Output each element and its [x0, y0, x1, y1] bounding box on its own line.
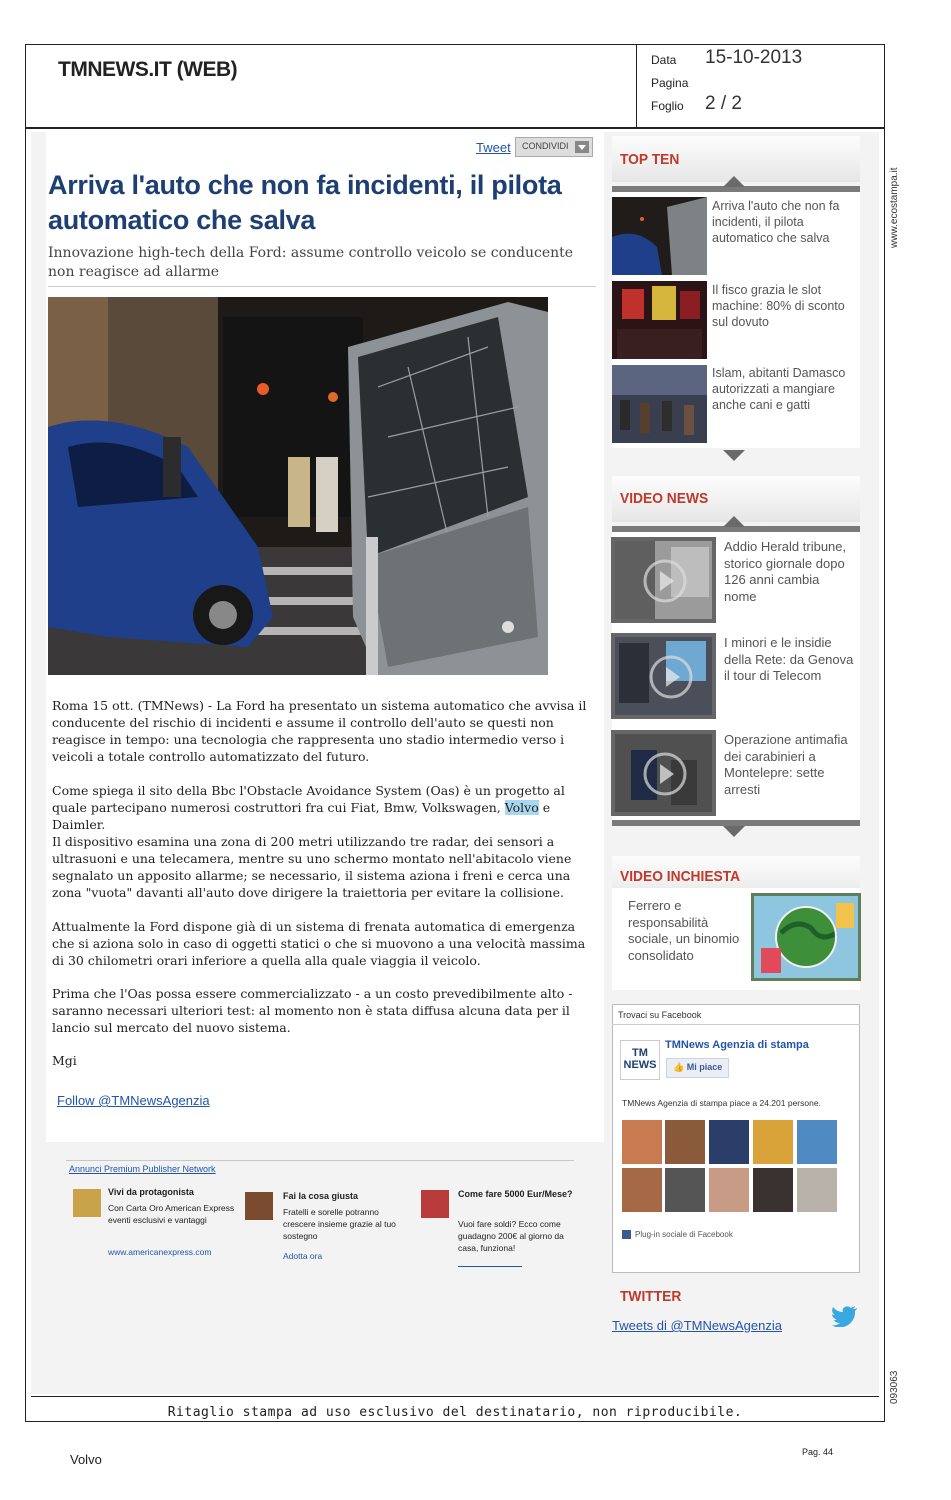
twitter-bird-icon[interactable] [832, 1305, 858, 1332]
video-thumb-3[interactable] [611, 730, 716, 816]
ad-3-image[interactable] [421, 1190, 449, 1218]
paragraph-4: Attualmente la Ford dispone già di un sistema di frenata automatica di emergenza che si aziona solo in caso di oggetti statici o che si muovono a una velocità massima di 30 chilometri orari inferiore a quella alla quale viaggia il veicolo. [52, 919, 586, 968]
reproduction-notice: Ritaglio stampa ad uso esclusivo del destinatario, non riproducibile. [167, 1405, 743, 1420]
paragraph-2-end: e Daimler. [52, 800, 551, 832]
source-name: TMNEWS.IT (WEB) [58, 58, 238, 81]
highlighted-keyword: Volvo [504, 800, 539, 815]
paragraph-2 [52, 782, 600, 833]
ad-1-body: Con Carta Oro American Express eventi esclusivi e vantaggi [108, 1203, 235, 1225]
share-button[interactable] [515, 137, 593, 157]
like-label: Mi piace [686, 1062, 723, 1072]
fan-avatar[interactable] [797, 1120, 837, 1164]
paragraph-5: Prima che l'Oas possa essere commercializzato - a un costo prevedibilmente alto - saranno necessari ulteriori test: al momento non è stata diffusa alcuna data per il lancio sul mercato del nuovo sistema. [52, 986, 573, 1035]
top-ten-heading: TOP TEN [620, 151, 680, 168]
paragraph-3: Il dispositivo esamina una zona di 200 metri utilizzando tre radar, dei sensori a ultrasuoni e una telecamera, mentre su uno schermo montato nell'abitacolo viene segnalato un apposito allarme; se necessario, il sistema aziona i freni e cerca una zona "vuota" davanti all'auto dove dirigere la traiettoria per evitare la collisione. [52, 834, 572, 900]
video-inchiesta-heading: VIDEO INCHIESTA [620, 868, 741, 885]
scroll-down-icon[interactable] [723, 826, 745, 837]
top-ten-thumb-3[interactable] [612, 365, 707, 443]
video-thumb-1[interactable] [611, 537, 716, 623]
divider [48, 286, 596, 287]
article-photo [48, 297, 548, 675]
ad-2-title[interactable]: Fai la cosa giusta [283, 1191, 359, 1201]
article-subtitle: Innovazione high-tech della Ford: assume controllo veicolo se conducente non reagisce ad allarme [48, 245, 574, 280]
fan-avatar[interactable] [709, 1120, 749, 1164]
scroll-down-icon[interactable] [723, 450, 745, 461]
scroll-up-icon[interactable] [723, 176, 745, 187]
video-thumb-2[interactable] [611, 633, 716, 719]
video-inchiesta-thumb[interactable] [751, 893, 861, 981]
facebook-page-name[interactable]: TMNews Agenzia di stampa [665, 1039, 809, 1051]
fan-avatar[interactable] [622, 1120, 662, 1164]
article-title: Arriva l'auto che non fa incidenti, il pilota automatico che salva [48, 170, 562, 235]
ad-3-title[interactable]: Come fare 5000 Eur/Mese? [458, 1189, 573, 1199]
top-ten-item-1[interactable]: Arriva l'auto che non fa incidenti, il pilota automatico che salva [712, 199, 840, 245]
pagina-label: Pagina [651, 76, 689, 90]
fan-avatar[interactable] [665, 1168, 705, 1212]
footer-page-number: Pag. 44 [802, 1447, 834, 1457]
top-ten-item-3[interactable]: Islam, abitanti Damasco autorizzati a mangiare anche cani e gatti [712, 366, 846, 412]
paragraph-1: Roma 15 ott. (TMNews) - La Ford ha presentato un sistema automatico che avvisa il conducente del rischio di incidenti e assume il controllo dell'auto se questi non reagisce in tempo: una tecnologia che rappresenta uno stadio intermedio verso i veicoli a totale controllo automatizzato del futuro. [52, 698, 587, 764]
video-news-item-1[interactable]: Addio Herald tribune, storico giornale dopo 126 anni cambia nome [724, 539, 847, 604]
data-label: Data [651, 53, 677, 67]
tweet-link[interactable]: Tweet [476, 140, 511, 155]
ad-3-body: Vuoi fare soldi? Ecco come guadagno 200€ al giorno da casa, funziona! [458, 1219, 564, 1253]
foglio-label: Foglio [651, 99, 684, 113]
paragraph-2-start: Come spiega il sito della Bbc l'Obstacle Avoidance System (Oas) è un progetto al quale partecipano numerosi costruttori fra cui Fiat, Bmw, Volkswagen, [52, 783, 565, 815]
facebook-divider [612, 1024, 860, 1025]
top-ten-thumb-1[interactable] [612, 197, 707, 275]
ad-1-image[interactable] [73, 1189, 101, 1217]
follow-twitter-link[interactable]: Follow @TMNewsAgenzia [57, 1093, 210, 1108]
dropdown-icon [575, 141, 589, 153]
top-ten-item-2[interactable]: Il fisco grazia le slot machine: 80% di sconto sul dovuto [712, 283, 845, 329]
top-ten-thumb-2[interactable] [612, 281, 707, 359]
fan-avatar[interactable] [753, 1168, 793, 1212]
twitter-link[interactable]: Tweets di @TMNewsAgenzia [612, 1318, 782, 1333]
footer-rule [31, 1396, 879, 1397]
foglio-value: 2 / 2 [705, 93, 742, 114]
share-label: CONDIVIDI [522, 141, 569, 151]
fan-avatar[interactable] [753, 1120, 793, 1164]
ad-network-header[interactable]: Annunci Premium Publisher Network [69, 1164, 216, 1174]
ad-divider [66, 1160, 574, 1161]
side-code-text: 093063 [889, 1370, 900, 1404]
signature: Mgi [52, 1053, 77, 1068]
facebook-icon [622, 1230, 631, 1239]
fan-avatar[interactable] [709, 1168, 749, 1212]
video-news-item-2[interactable]: I minori e le insidie della Rete: da Genova il tour di Telecom [724, 635, 854, 683]
scroll-up-icon[interactable] [723, 516, 745, 527]
ad-3-link-underline[interactable] [458, 1266, 522, 1267]
like-icon: 👍 [673, 1062, 687, 1072]
data-value: 15-10-2013 [705, 47, 803, 68]
clip-header-box [25, 44, 637, 128]
fan-avatar[interactable] [665, 1120, 705, 1164]
footer-keyword: Volvo [70, 1452, 102, 1467]
tmnews-logo[interactable]: TM NEWS [620, 1040, 660, 1080]
video-inchiesta-item[interactable]: Ferrero e responsabilità sociale, un binomio consolidato [628, 898, 740, 963]
ad-1-link[interactable]: www.americanexpress.com [108, 1247, 212, 1257]
video-news-item-3[interactable]: Operazione antimafia dei carabinieri a Montelepre: sette arresti [724, 732, 848, 797]
facebook-label: Trovaci su Facebook [618, 1010, 702, 1020]
side-url-text: www.ecostampa.it [889, 167, 900, 248]
facebook-plugin-label: Plug-in sociale di Facebook [635, 1230, 733, 1239]
video-news-heading: VIDEO NEWS [620, 490, 709, 507]
facebook-like-button[interactable] [666, 1058, 729, 1078]
twitter-heading: TWITTER [620, 1288, 682, 1305]
ad-2-body: Fratelli e sorelle potranno crescere insieme grazie al tuo sostegno [283, 1207, 396, 1241]
fan-avatar[interactable] [797, 1168, 837, 1212]
facebook-count-text: TMNews Agenzia di stampa piace a 24.201 persone. [622, 1098, 821, 1108]
ad-2-image[interactable] [245, 1192, 273, 1220]
ad-1-title[interactable]: Vivi da protagonista [108, 1187, 194, 1197]
ad-2-link[interactable]: Adotta ora [283, 1251, 323, 1261]
fan-avatar[interactable] [622, 1168, 662, 1212]
